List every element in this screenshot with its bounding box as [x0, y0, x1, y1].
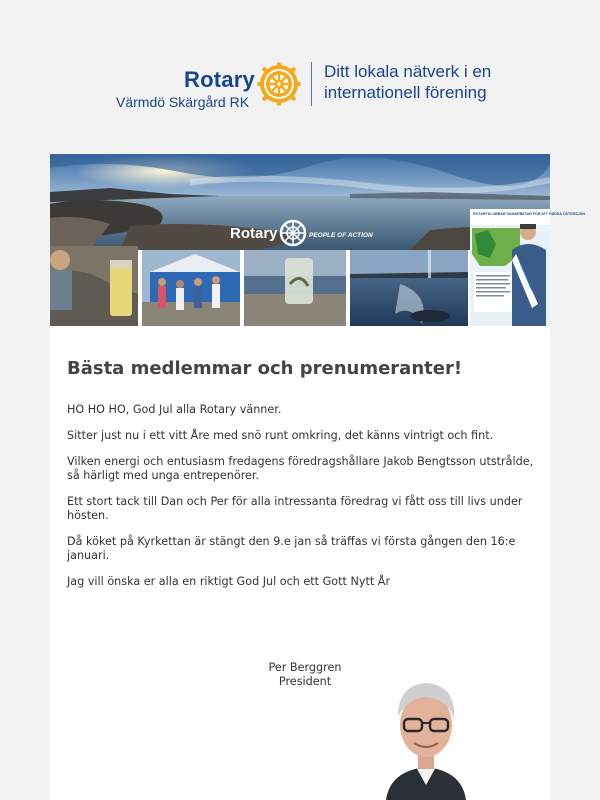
president-portrait [384, 673, 468, 800]
rotary-wordmark: Rotary [184, 67, 255, 92]
newsletter-header [0, 0, 600, 154]
letter-headline: Bästa medlemmar och prenumeranter! [67, 358, 463, 379]
photo-strip [50, 246, 468, 326]
banner-collage [50, 154, 585, 326]
letter-paragraph: Vilken energi och entusiasm fredagens föredragshållare Jakob Bengtsson utstrålde, så härligt med unga entrepenörer. [67, 455, 534, 482]
rotary-wheel-icon [257, 62, 301, 106]
banner-rotary-wordmark: Rotary [230, 225, 278, 242]
letter-paragraph: HO HO HO, God Jul alla Rotary vänner. [67, 403, 282, 416]
club-logo[interactable] [113, 58, 493, 108]
signature-block [250, 661, 360, 689]
club-tagline: Ditt lokala nätverk i en internationell förening [324, 62, 492, 102]
signature-name: Per Berggren [268, 661, 342, 674]
baltic-flyer [470, 209, 585, 326]
letter-paragraph: Ett stort tack till Dan och Per för alla intressanta föredrag vi fått oss till livs under hösten. [67, 495, 523, 522]
letter-paragraph: Jag vill önska er alla en riktigt God Jul och ett Gott Nytt År [67, 575, 391, 588]
signature-title: President [278, 675, 332, 688]
banner-slogan: PEOPLE OF ACTION [309, 232, 373, 239]
flyer-title: ROTARYKLUBBAR SAMARBETAR FÖR ATT RÄDDA ÖSTERSJÖN [473, 212, 585, 216]
banner-wheel-icon [281, 221, 305, 245]
club-name: Värmdö Skärgård RK [116, 94, 250, 110]
letter-paragraph: Då köket på Kyrkettan är stängt den 9.e jan så träffas vi första gången den 16:e januari. [67, 535, 516, 562]
banner-image[interactable] [50, 154, 585, 326]
letter-body [67, 403, 537, 601]
letter-paragraph: Sitter just nu i ett vitt Åre med snö runt omkring, det känns vintrigt och fint. [67, 429, 494, 442]
logo-divider [311, 62, 312, 106]
newsletter-card [50, 154, 585, 800]
